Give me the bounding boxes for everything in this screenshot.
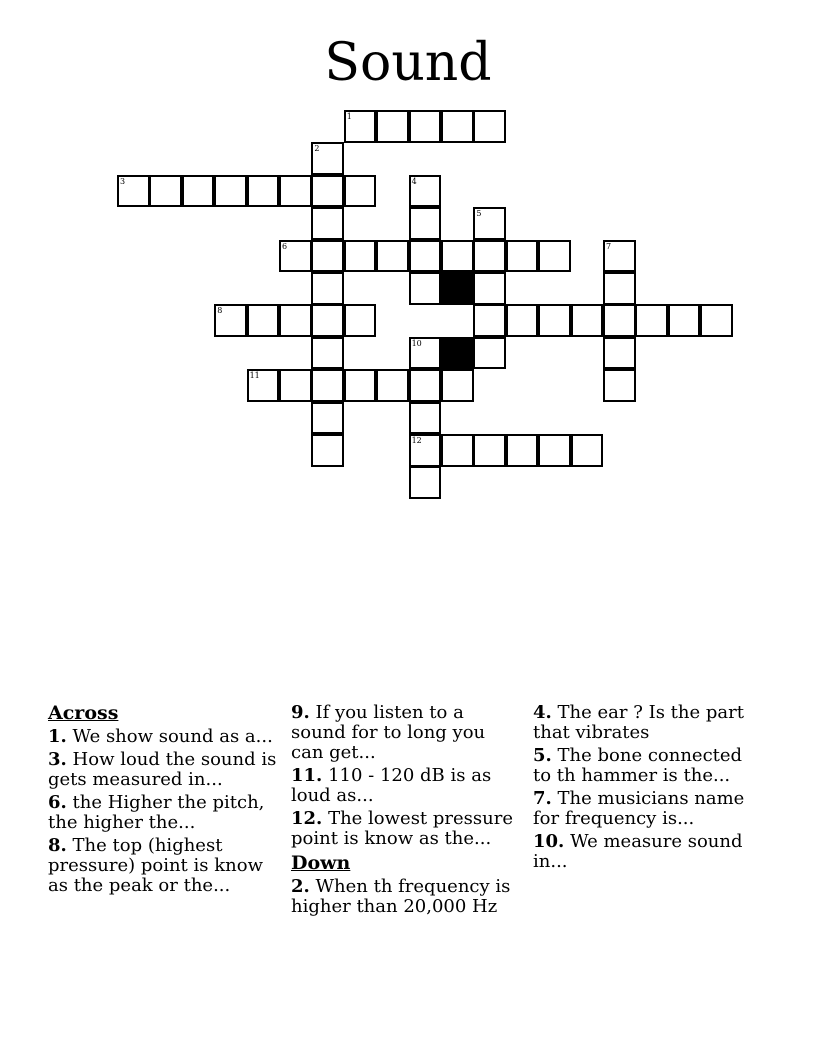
grid-cell[interactable] xyxy=(409,110,442,143)
grid-cell[interactable] xyxy=(538,434,571,467)
across-heading: Across xyxy=(48,702,119,724)
clue-down-2[interactable]: 2. When th frequency is higher than 20,000 Hz xyxy=(291,876,511,917)
grid-cell[interactable] xyxy=(441,369,474,402)
clue-down-7[interactable]: 7. The musicians name for frequency is... xyxy=(533,788,745,829)
grid-cell[interactable] xyxy=(311,207,344,240)
grid-cell[interactable] xyxy=(279,369,312,402)
puzzle-title: Sound xyxy=(324,33,492,93)
grid-cell[interactable] xyxy=(473,434,506,467)
clue-number: 10 xyxy=(411,338,422,348)
grid-cell[interactable] xyxy=(376,240,409,273)
grid-cell[interactable] xyxy=(603,304,636,337)
grid-cell[interactable] xyxy=(441,110,474,143)
grid-cell[interactable] xyxy=(538,240,571,273)
grid-cell[interactable] xyxy=(668,304,701,337)
black-square xyxy=(441,272,474,305)
grid-cell[interactable] xyxy=(247,175,280,208)
clue-number: 2 xyxy=(314,144,320,154)
grid-cell[interactable] xyxy=(409,207,442,240)
clue-across-6[interactable]: 6. the Higher the pitch, the higher the... xyxy=(48,792,265,833)
clue-down-5[interactable]: 5. The bone connected to th hammer is the... xyxy=(533,745,743,786)
grid-cell[interactable] xyxy=(409,240,442,273)
grid-cell[interactable] xyxy=(409,337,442,370)
clue-number: 1 xyxy=(346,112,352,121)
clue-across-12[interactable]: 12. The lowest pressure point is know as the... xyxy=(291,808,513,849)
grid-cell[interactable] xyxy=(409,402,442,435)
down-heading: Down xyxy=(291,852,351,874)
clue-across-3[interactable]: 3. How loud the sound is gets measured in... xyxy=(48,749,277,790)
grid-cell[interactable] xyxy=(311,240,344,273)
grid-cell[interactable] xyxy=(441,240,474,273)
grid-cell[interactable] xyxy=(149,175,182,208)
grid-cell[interactable] xyxy=(473,337,506,370)
grid-cell[interactable] xyxy=(311,142,344,175)
clue-across-8[interactable]: 8. The top (highest pressure) point is know as the peak or the... xyxy=(48,835,263,896)
grid-cell[interactable] xyxy=(344,110,377,143)
grid-cell[interactable] xyxy=(214,175,247,208)
crossword-grid xyxy=(0,0,816,520)
grid-cell[interactable] xyxy=(409,175,442,208)
grid-cell[interactable] xyxy=(279,175,312,208)
grid-cell[interactable] xyxy=(344,369,377,402)
clue-number: 7 xyxy=(606,241,612,251)
grid-cell[interactable] xyxy=(344,304,377,337)
grid-cell[interactable] xyxy=(311,272,344,305)
grid-cell[interactable] xyxy=(311,434,344,467)
grid-cell[interactable] xyxy=(182,175,215,208)
grid-cell[interactable] xyxy=(376,369,409,402)
grid-cell[interactable] xyxy=(506,434,539,467)
grid-cell[interactable] xyxy=(376,110,409,143)
grid-cell[interactable] xyxy=(247,304,280,337)
grid-cell[interactable] xyxy=(311,369,344,402)
grid-cell[interactable] xyxy=(279,304,312,337)
clue-down-10[interactable]: 10. We measure sound in... xyxy=(533,831,743,872)
grid-cell[interactable] xyxy=(506,304,539,337)
grid-cell[interactable] xyxy=(409,434,442,467)
grid-cell[interactable] xyxy=(635,304,668,337)
grid-cell[interactable] xyxy=(344,175,377,208)
grid-cell[interactable] xyxy=(603,369,636,402)
grid-cell[interactable] xyxy=(441,434,474,467)
grid-cell[interactable] xyxy=(473,272,506,305)
grid-cell[interactable] xyxy=(214,304,247,337)
grid-cell[interactable] xyxy=(311,402,344,435)
grid-cell[interactable] xyxy=(506,240,539,273)
clue-across-1[interactable]: 1. We show sound as a... xyxy=(48,726,273,747)
grid-cell[interactable] xyxy=(117,175,150,208)
grid-cell[interactable] xyxy=(538,304,571,337)
grid-cell[interactable] xyxy=(311,337,344,370)
grid-cell[interactable] xyxy=(473,240,506,273)
grid-cell[interactable] xyxy=(247,369,280,402)
clues-column-1 xyxy=(48,703,280,899)
clues-column-3 xyxy=(533,703,765,875)
clue-number: 4 xyxy=(411,176,417,186)
grid-cell[interactable] xyxy=(571,304,604,337)
clue-number: 5 xyxy=(476,209,482,219)
clue-number: 11 xyxy=(249,371,260,381)
grid-cell[interactable] xyxy=(279,240,312,273)
grid-cell[interactable] xyxy=(571,434,604,467)
grid-cell[interactable] xyxy=(473,110,506,143)
grid-cell[interactable] xyxy=(311,175,344,208)
grid-cell[interactable] xyxy=(409,369,442,402)
clue-across-11[interactable]: 11. 110 - 120 dB is as loud as... xyxy=(291,765,492,806)
grid-cell[interactable] xyxy=(603,240,636,273)
clue-number: 6 xyxy=(282,241,288,251)
clues-column-2 xyxy=(291,703,523,920)
black-square xyxy=(441,337,474,370)
grid-cell[interactable] xyxy=(344,240,377,273)
clue-down-4[interactable]: 4. The ear ? Is the part that vibrates xyxy=(533,702,744,743)
clue-number: 8 xyxy=(217,306,223,316)
grid-cell[interactable] xyxy=(473,304,506,337)
clue-across-9[interactable]: 9. If you listen to a sound for to long you can get... xyxy=(291,702,486,763)
grid-cell[interactable] xyxy=(409,466,442,499)
clue-number: 3 xyxy=(120,176,126,186)
grid-cell[interactable] xyxy=(700,304,733,337)
clue-number: 12 xyxy=(411,436,422,445)
grid-cell[interactable] xyxy=(409,272,442,305)
grid-cell[interactable] xyxy=(603,272,636,305)
grid-cell[interactable] xyxy=(473,207,506,240)
grid-cell[interactable] xyxy=(603,337,636,370)
grid-cell[interactable] xyxy=(311,304,344,337)
